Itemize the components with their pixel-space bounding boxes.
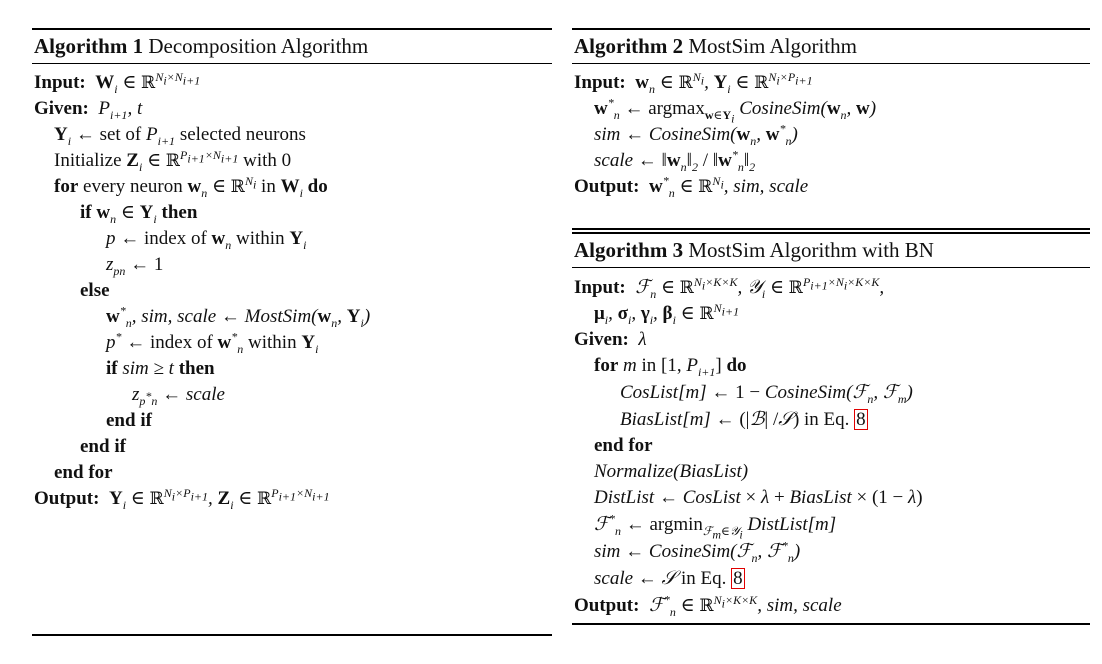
algorithm-title: MostSim Algorithm with BN [688,238,934,262]
step-scale: scale ← $‖w_n‖_2$ / $‖w^*_n‖_2$ [594,147,756,174]
step-index: p ← index of $w_n$ within $Y_i$ [106,228,307,252]
input-line: Input: $W_i$ ∈ ℝ$^{N_i\times N_{i+1}}$ [34,69,201,96]
output-line: Output: $w^*_n$ ∈ ℝ$^{N_i}$, sim, scale [574,173,809,200]
step-biaslist: BiasList[m] ← (|ℬ| /𝒮) in Eq. 8 [620,408,866,430]
step-mostsim: $w^*_n$, sim, scale ← $MostSim(w_n$, $Y_i$) [106,303,371,330]
for-loop: for every neuron $w_n$ ∈ ℝ$^{N_i}$ in $W_i$ do [54,173,328,200]
algorithm-label: Algorithm 3 [574,238,684,262]
step-normalize: Normalize(BiasList) [594,461,749,482]
end-if-inner: end if [106,410,152,431]
end-if-outer: end if [80,436,126,457]
algorithm-1-caption [32,30,552,60]
algorithm-title: Decomposition Algorithm [148,34,369,58]
step-select: $Y_i$ ← set of $P_{i+1}$ selected neurons [54,124,306,148]
if-threshold: if sim ≥ t then [106,358,215,379]
step-scale: scale ← 𝒮 in Eq. 8 [594,567,743,589]
algorithm-1-body [32,64,552,512]
given-line: Given: λ [574,329,647,350]
step-sim: sim ← CosineSim(ℱ$_n$, ℱ*$_n$) [594,538,801,565]
output-line: Output: ℱ*$_n$ ∈ ℝ$^{N_i\times K\times K}$, sim, scale [574,592,842,619]
algorithm-label: Algorithm 2 [574,34,684,58]
bottom-rule [572,623,1090,625]
step-argmax: $w^*_n$ ← argmax$_{w\in Y_i}$ $CosineSim(w_n$, w) [594,95,877,126]
top-rule [572,228,1090,230]
algorithm-1 [32,28,552,512]
algorithm-2-caption [572,30,1090,60]
algorithm-3-caption [572,234,1090,264]
step-coslist: CosList[m] ← 1 − CosineSim(ℱ$_n$, ℱ$_m$) [620,381,913,406]
if-condition: if $w_n$ ∈ $Y_i$ then [80,202,198,226]
step-init: Initialize $Z_i$ ∈ ℝ$^{P_{i+1}\times N_{i+1}}$ with 0 [54,147,292,174]
algorithm-label: Algorithm 1 [34,34,144,58]
step-z: $z_{pn}$ ← 1 [106,254,164,278]
algorithm-3-body [572,268,1090,619]
output-line: Output: $Y_i$ ∈ ℝ$^{N_i\times P_{i+1}}$, $Z_i$ ∈ ℝ$^{P_{i+1}\times N_{i+1}}$ [34,485,330,512]
end-for: end for [54,462,113,483]
algorithm-3 [572,228,1090,625]
end-for: end for [594,435,653,456]
step-distlist: DistList ← CosList × λ + BiasList × (1 − λ) [594,487,923,508]
algorithm-title: MostSim Algorithm [688,34,857,58]
step-argmin: ℱ*$_n$ ← argmin$_{ℱ_m\in 𝒴_i}$ DistList[m] [594,511,837,542]
algorithm-1-bottom-rule [32,634,552,636]
input-line: Input: ℱ$_n$ ∈ ℝ$^{N_i\times K\times K}$, 𝒴$_i$ ∈ ℝ$^{P_{i+1}\times N_i\times K\times K}$, [574,274,885,301]
step-pstar: p* ← index of $w^*_n$ within $Y_i$ [106,329,319,356]
step-zscale: $z_{p^*n}$ ← scale [132,384,225,408]
else-line: else [80,280,110,301]
given-line: Given: $P_{i+1}$, t [34,98,143,122]
input-line-bn: $\mu_i$, $\sigma_i$, $\gamma_i$, $\beta_i$ ∈ ℝ$^{N_{i+1}}$ [594,300,740,327]
equation-ref-link[interactable]: 8 [733,568,743,589]
input-line: Input: $w_n$ ∈ ℝ$^{N_i}$, $Y_i$ ∈ ℝ$^{N_i\times P_{i+1}}$ [574,69,813,96]
algorithm-2-body [572,64,1090,200]
for-loop: for m in [1, $P_{i+1}$] do [594,355,747,379]
algorithm-2 [572,28,1090,200]
equation-ref-link[interactable]: 8 [856,409,866,430]
step-sim: sim ← $CosineSim(w_n$, $w^*_n$) [594,121,798,148]
